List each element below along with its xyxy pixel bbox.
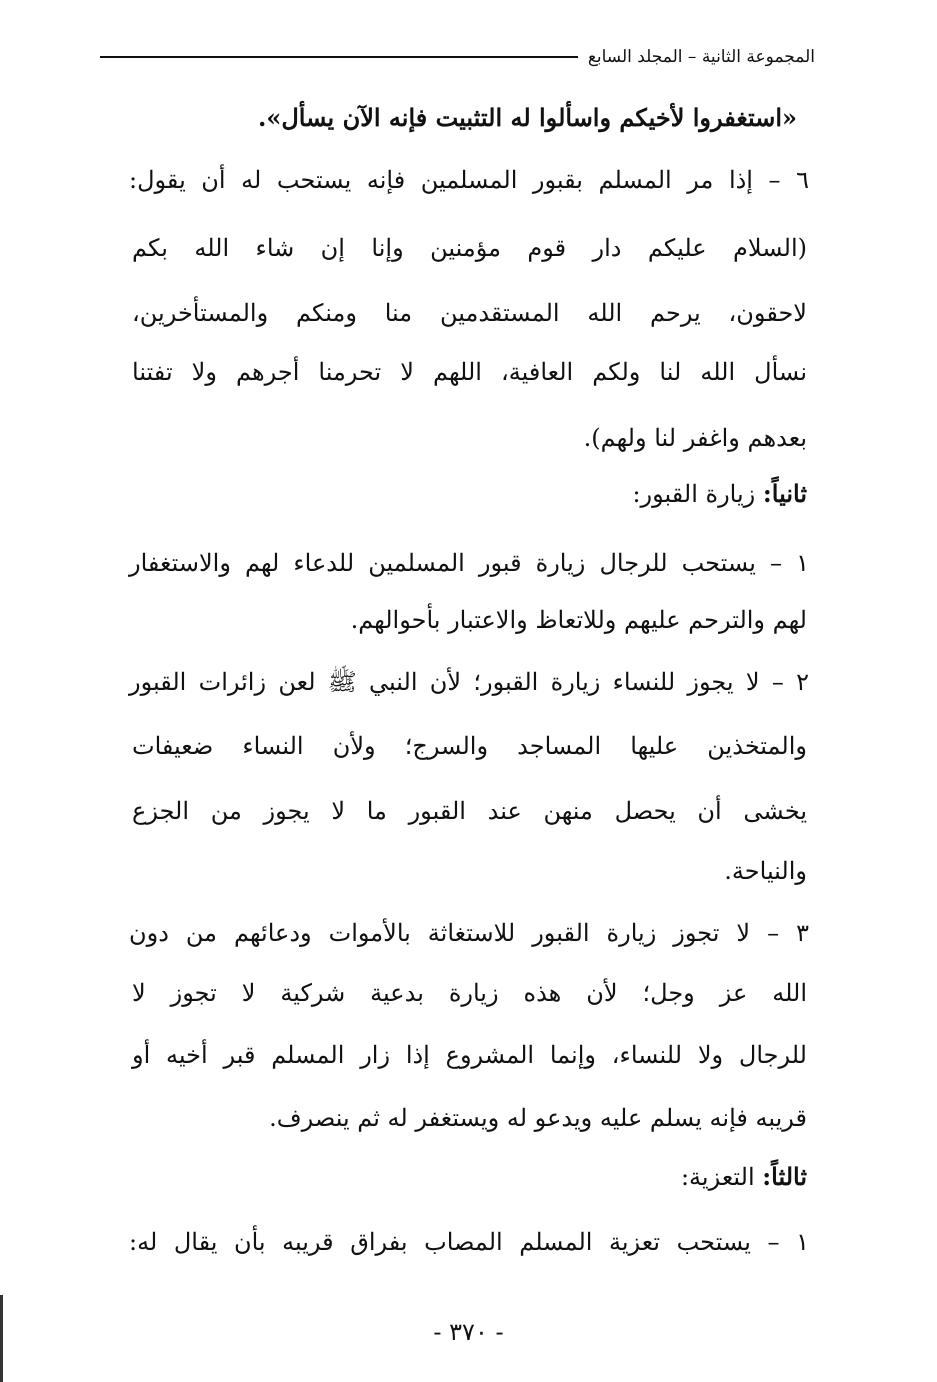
section-heading-second-label: ثانياً: — [762, 479, 807, 508]
visit-item-3-line-1: ٣ – لا تجوز زيارة القبور للاستغاثة بالأموات ودعائهم من دون — [129, 919, 809, 947]
section-heading-third-text: التعزية: — [680, 1163, 755, 1191]
header-title: المجموعة الثانية – المجلد السابع — [587, 47, 815, 67]
condolence-item-1-line-1: ١ – يستحب تعزية المسلم المصاب بفراق قريبه بأن يقال له: — [129, 1228, 809, 1256]
visit-item-2-line-4: والنياحة. — [724, 857, 807, 885]
header-rule — [100, 56, 578, 58]
visit-item-3-line-3: للرجال ولا للنساء، وإنما المشروع إذا زار المسلم قبر أخيه أو — [132, 1041, 807, 1069]
item-6-line-2: (السلام عليكم دار قوم مؤمنين وإنا إن شاء الله بكم — [132, 234, 807, 262]
visit-item-2-line-1: ٢ – لا يجوز للنساء زيارة القبور؛ لأن النبي ﷺ لعن زائرات القبور — [129, 668, 809, 696]
visit-item-2-line-3: يخشى أن يحصل منهن عند القبور ما لا يجوز من الجزع — [132, 797, 807, 825]
running-header — [100, 42, 815, 72]
hadith-quote-line: «استغفروا لأخيكم واسألوا له التثبيت فإنه الآن يسأل». — [258, 103, 797, 132]
section-heading-third-label: ثالثاً: — [762, 1162, 807, 1191]
item-6-line-5: بعدهم واغفر لنا ولهم). — [583, 424, 807, 452]
section-heading-second — [632, 474, 807, 514]
item-6-line-3: لاحقون، يرحم الله المستقدمين منا ومنكم والمستأخرين، — [132, 299, 807, 327]
section-heading-third — [681, 1157, 807, 1197]
visit-item-1-line-2: لهم والترحم عليهم وللاتعاظ والاعتبار بأحوالهم. — [350, 606, 807, 634]
visit-item-3-line-4: قريبه فإنه يسلم عليه ويدعو له ويستغفر له ثم ينصرف. — [269, 1104, 807, 1132]
visit-item-1-line-1: ١ – يستحب للرجال زيارة قبور المسلمين للدعاء لهم والاستغفار — [129, 549, 809, 577]
page-number: - ٣٧٠ - — [433, 1318, 504, 1346]
visit-item-2-line-2: والمتخذين عليها المساجد والسرج؛ ولأن النساء ضعيفات — [132, 732, 807, 760]
section-heading-second-text: زيارة القبور: — [632, 480, 756, 508]
visit-item-3-line-2: الله عز وجل؛ لأن هذه زيارة بدعية شركية لا تجوز لا — [132, 979, 807, 1007]
item-6-line-1: ٦ – إذا مر المسلم بقبور المسلمين فإنه يستحب له أن يقول: — [129, 166, 809, 194]
item-6-line-4: نسأل الله لنا ولكم العافية، اللهم لا تحرمنا أجرهم ولا تفتنا — [132, 358, 807, 386]
